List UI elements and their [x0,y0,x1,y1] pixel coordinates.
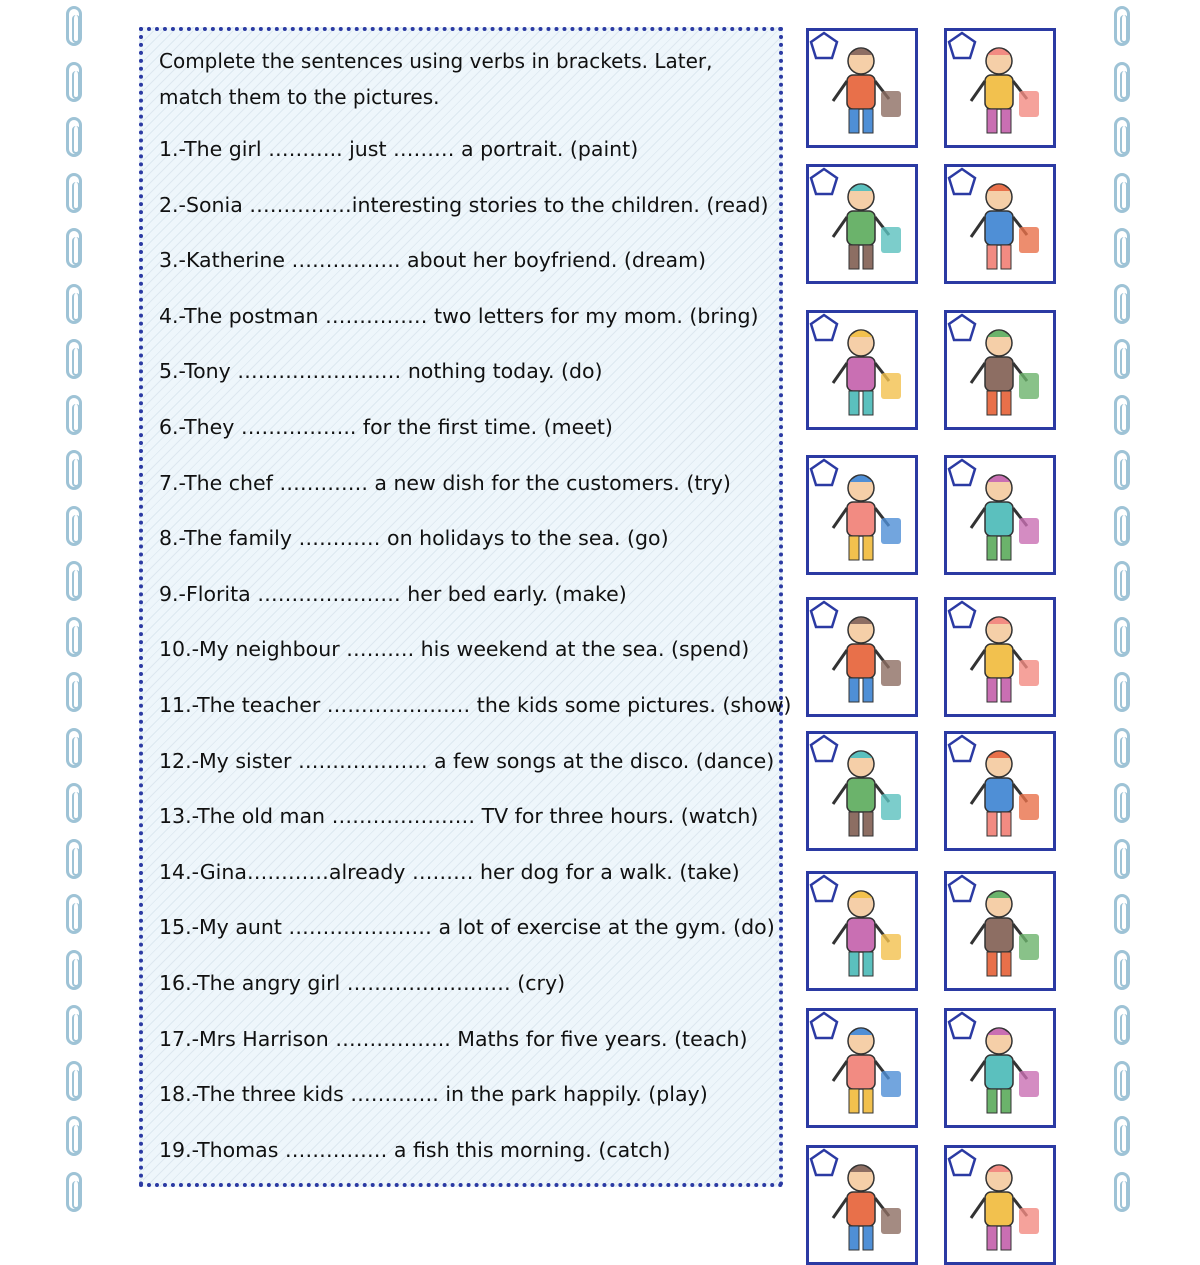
paperclip-icon [66,450,82,490]
pentagon-answer-box-icon[interactable] [947,1011,977,1041]
pentagon-answer-box-icon[interactable] [809,874,839,904]
paperclip-icon [1114,783,1130,823]
chef-cooking-picture [806,597,918,717]
boy-fishing-picture [944,1008,1056,1128]
paperclip-icon [66,1005,82,1045]
paperclip-icon [66,284,82,324]
paperclip-icon [66,339,82,379]
postman-picture [806,871,918,991]
sentence-item: 14.-Gina…………already ……… her dog for a walk. (take) [159,859,740,884]
paperclip-icon [1114,1172,1130,1212]
paperclip-icon [66,561,82,601]
paperclip-icon [1114,6,1130,46]
sentence-item: 9.-Florita ………………… her bed early. (make) [159,581,627,606]
sentence-item: 7.-The chef …………. a new dish for the customers. (try) [159,470,731,495]
angry-girl-picture [944,597,1056,717]
pentagon-answer-box-icon[interactable] [809,1011,839,1041]
sentence-item: 18.-The three kids …………. in the park happily. (play) [159,1082,708,1107]
sentence-item: 8.-The family ………… on holidays to the sea. (go) [159,526,669,551]
instructions-text: Complete the sentences using verbs in brackets. Later, match them to the pictures. [159,49,713,109]
paperclip-icon [1114,450,1130,490]
pentagon-answer-box-icon[interactable] [809,458,839,488]
sentence-item: 5.-Tony …………………… nothing today. (do) [159,359,603,384]
paperclip-icon [1114,62,1130,102]
pentagon-answer-box-icon[interactable] [809,734,839,764]
paperclip-icon [1114,1005,1130,1045]
paperclip-icon [66,117,82,157]
paperclip-icon [66,228,82,268]
chef-at-table-picture [806,455,918,575]
teacher-showing-picture [806,731,918,851]
partial-picture-right [944,1145,1056,1265]
paperclip-icon [1114,1116,1130,1156]
paperclip-icon [1114,839,1130,879]
sentence-item: 11.-The teacher ………………… the kids some pictures. (show) [159,692,792,717]
paperclip-icon [1114,117,1130,157]
paperclip-icon [1114,617,1130,657]
paperclip-icon [66,1061,82,1101]
family-car-trip-picture [944,731,1056,851]
girl-painting-picture [944,310,1056,430]
pentagon-answer-box-icon[interactable] [809,313,839,343]
girl-dreaming-picture [944,28,1056,148]
pentagon-answer-box-icon[interactable] [947,874,977,904]
sentence-item: 15.-My aunt ………………… a lot of exercise at the gym. (do) [159,915,775,940]
pentagon-answer-box-icon[interactable] [809,167,839,197]
pentagon-answer-box-icon[interactable] [947,31,977,61]
paperclip-icon [66,672,82,712]
girl-dancing-picture [806,310,918,430]
paperclip-icon [66,6,82,46]
paperclip-border-left [64,0,88,1200]
paperclip-icon [1114,894,1130,934]
paperclip-icon [1114,339,1130,379]
paperclip-icon [1114,1061,1130,1101]
sentence-item: 2.-Sonia ……………interesting stories to the children. (read) [159,192,769,217]
sentence-list [159,131,791,1187]
paperclip-icon [66,783,82,823]
paperclip-icon [66,617,82,657]
paperclip-icon [1114,672,1130,712]
sentence-item: 3.-Katherine ……………. about her boyfriend. (dream) [159,248,707,273]
storytelling-group-picture [944,164,1056,284]
paperclip-icon [66,950,82,990]
paperclip-icon [66,839,82,879]
exercise-bike-picture [806,1008,918,1128]
pentagon-answer-box-icon[interactable] [947,1148,977,1178]
sentence-item: 19.-Thomas …………… a fish this morning. (catch) [159,1137,671,1162]
sentence-item: 1.-The girl ……….. just ……… a portrait. (paint) [159,137,639,161]
people-meeting-picture [806,28,918,148]
paperclip-icon [66,1172,82,1212]
reading-children-picture [806,164,918,284]
sentence-item: 17.-Mrs Harrison …………….. Maths for five years. (teach) [159,1026,748,1051]
paperclip-icon [1114,173,1130,213]
sentence-item: 13.-The old man ………………… TV for three hours. (watch) [159,804,759,829]
paperclip-icon [66,728,82,768]
paperclip-icon [66,62,82,102]
paperclip-icon [66,1116,82,1156]
paperclip-icon [66,506,82,546]
pentagon-answer-box-icon[interactable] [809,600,839,630]
paperclip-icon [66,894,82,934]
pentagon-answer-box-icon[interactable] [809,31,839,61]
beach-holiday-picture [944,455,1056,575]
paperclip-icon [1114,728,1130,768]
partial-picture-left [806,1145,918,1265]
sentence-item: 12.-My sister ………………. a few songs at the disco. (dance) [159,748,775,773]
pentagon-answer-box-icon[interactable] [947,167,977,197]
paperclip-icon [66,395,82,435]
paperclip-icon [1114,228,1130,268]
girl-making-bed-picture [944,871,1056,991]
paperclip-icon [1114,506,1130,546]
sentence-item: 6.-They …………….. for the first time. (meet) [159,414,613,439]
sentence-item: 16.-The angry girl …………………… (cry) [159,970,566,995]
paperclip-icon [1114,561,1130,601]
paperclip-icon [1114,950,1130,990]
pentagon-answer-box-icon[interactable] [947,734,977,764]
paperclip-icon [1114,284,1130,324]
sentence-item: 4.-The postman …………… two letters for my mom. (bring) [159,303,759,328]
paperclip-icon [1114,395,1130,435]
pentagon-answer-box-icon[interactable] [947,313,977,343]
paperclip-border-right [1112,0,1136,1200]
sentence-item: 10.-My neighbour ………. his weekend at the sea. (spend) [159,637,750,662]
paperclip-icon [66,173,82,213]
pentagon-answer-box-icon[interactable] [809,1148,839,1178]
pentagon-answer-box-icon[interactable] [947,458,977,488]
pentagon-answer-box-icon[interactable] [947,600,977,630]
exercise-panel [139,27,792,1187]
